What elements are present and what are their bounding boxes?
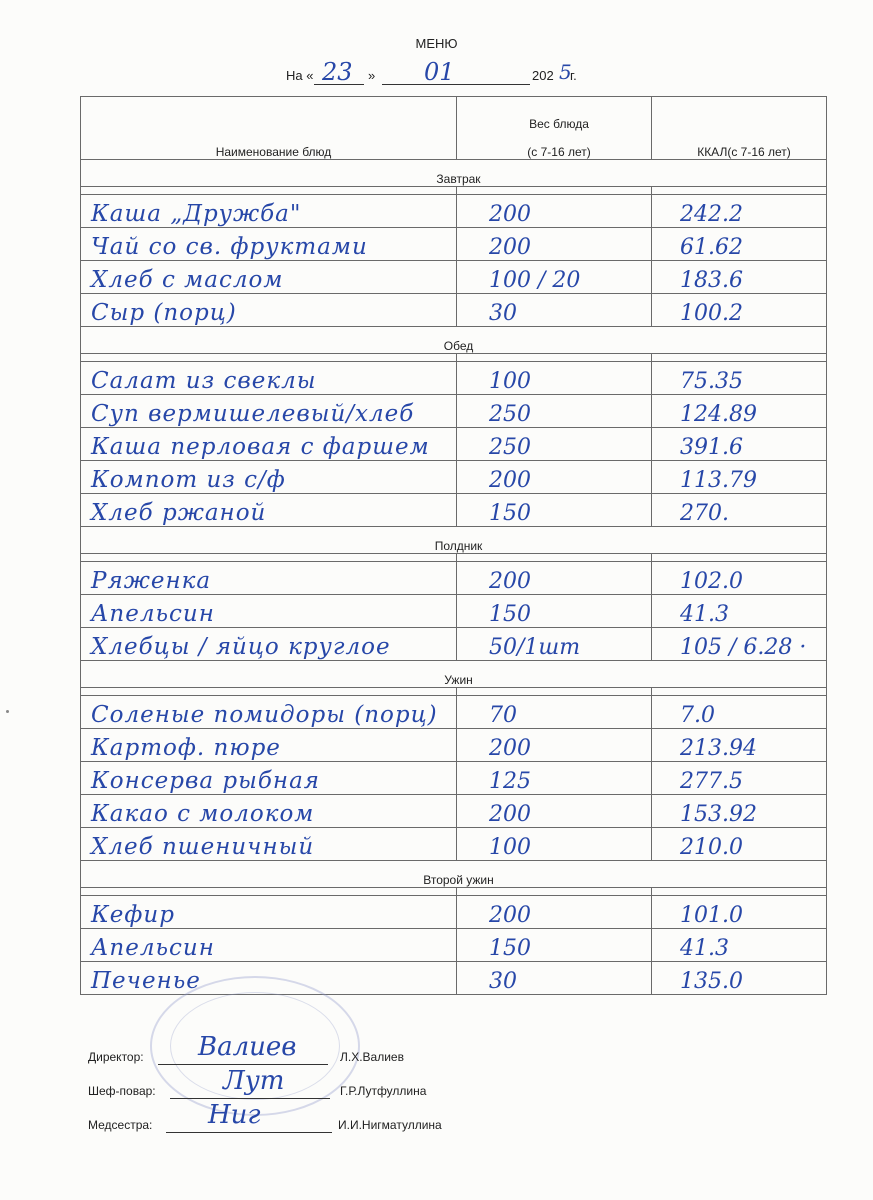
dish-kcal: 153.92 (680, 802, 757, 827)
menu-item-row (81, 762, 827, 795)
signature-row-chef (88, 1066, 508, 1102)
date-year-printed: 202 (532, 68, 554, 83)
dish-weight: 50/1шт (489, 635, 581, 660)
spacer-cell (81, 554, 457, 562)
dish-weight-cell (457, 362, 652, 395)
dish-weight-cell (457, 729, 652, 762)
date-year-hand: 5 (559, 60, 572, 84)
dish-kcal: 41.3 (680, 936, 729, 961)
dish-name-cell (81, 461, 457, 494)
dish-weight: 250 (489, 435, 531, 460)
dish-weight-cell (457, 896, 652, 929)
spacer-cell (652, 888, 827, 896)
section-spacer-row (81, 554, 827, 562)
chef-signature: Лут (223, 1066, 285, 1096)
dish-name: Суп вермишелевый/хлеб (91, 401, 415, 427)
menu-item-row (81, 795, 827, 828)
dish-kcal: 7.0 (680, 703, 715, 728)
dish-name-cell (81, 195, 457, 228)
date-prefix: На « (286, 68, 314, 83)
header-row (81, 97, 827, 160)
section-title: Ужин (81, 661, 827, 688)
dish-kcal: 183.6 (680, 268, 743, 293)
menu-item-row (81, 461, 827, 494)
dish-weight-cell (457, 461, 652, 494)
date-line (286, 58, 606, 88)
section-spacer-row (81, 688, 827, 696)
menu-item-row (81, 362, 827, 395)
dish-weight-cell (457, 294, 652, 327)
dish-name: Соленые помидоры (порц) (91, 702, 438, 728)
dish-name: Сыр (порц) (91, 300, 237, 326)
dish-kcal-cell (652, 762, 827, 795)
dish-weight-cell (457, 696, 652, 729)
dish-name: Какао с молоком (91, 801, 315, 827)
section-spacer-row (81, 888, 827, 896)
menu-item-row (81, 195, 827, 228)
dish-weight: 100 (489, 369, 531, 394)
dish-kcal-cell (652, 228, 827, 261)
dish-name-cell (81, 929, 457, 962)
header-weight (457, 97, 652, 160)
chef-role: Шеф-повар: (88, 1084, 156, 1098)
dish-name-cell (81, 494, 457, 527)
dish-name-cell (81, 762, 457, 795)
dish-name-cell (81, 362, 457, 395)
dish-name-cell (81, 428, 457, 461)
dish-name-cell (81, 228, 457, 261)
spacer-cell (81, 888, 457, 896)
director-name: Л.Х.Валиев (340, 1050, 404, 1064)
section-row (81, 861, 827, 888)
dish-name-cell (81, 628, 457, 661)
dish-weight: 70 (489, 703, 517, 728)
dish-name-cell (81, 595, 457, 628)
dish-kcal: 270. (680, 501, 729, 526)
menu-item-row (81, 929, 827, 962)
dish-kcal-cell (652, 696, 827, 729)
spacer-cell (81, 354, 457, 362)
dish-weight-cell (457, 261, 652, 294)
dish-weight-cell (457, 762, 652, 795)
chef-signature-line (170, 1098, 330, 1099)
dish-weight: 150 (489, 501, 531, 526)
date-month: 01 (424, 58, 455, 86)
date-mid: » (368, 68, 376, 83)
menu-item-row (81, 828, 827, 861)
dish-name: Хлеб ржаной (91, 500, 267, 526)
spacer-cell (652, 554, 827, 562)
dish-name: Консерва рыбная (91, 768, 321, 794)
dish-name: Хлеб пшеничный (91, 834, 315, 860)
nurse-signature-line (166, 1132, 332, 1133)
header-dish-name: Наименование блюд (81, 97, 457, 160)
section-title: Полдник (81, 527, 827, 554)
menu-table (80, 96, 827, 995)
dish-kcal: 105 / 6.28 · (680, 635, 807, 660)
date-day: 23 (322, 58, 353, 86)
dish-weight: 30 (489, 969, 517, 994)
dish-name-cell (81, 896, 457, 929)
dish-weight-cell (457, 962, 652, 995)
section-title: Обед (81, 327, 827, 354)
dish-kcal: 242.2 (680, 202, 743, 227)
dish-name: Картоф. пюре (91, 735, 281, 761)
menu-item-row (81, 896, 827, 929)
dish-weight: 150 (489, 602, 531, 627)
section-title: Завтрак (81, 160, 827, 187)
dish-weight-cell (457, 828, 652, 861)
dish-kcal-cell (652, 828, 827, 861)
dish-weight: 100 (489, 835, 531, 860)
scan-speck (6, 710, 9, 713)
menu-item-row (81, 228, 827, 261)
dish-weight-cell (457, 795, 652, 828)
header-weight-line2: (с 7-16 лет) (527, 145, 591, 159)
dish-kcal-cell (652, 395, 827, 428)
document-title: МЕНЮ (415, 36, 458, 51)
section-row (81, 527, 827, 554)
dish-kcal-cell (652, 795, 827, 828)
dish-name-cell (81, 696, 457, 729)
dish-name-cell (81, 795, 457, 828)
menu-item-row (81, 395, 827, 428)
dish-weight-cell (457, 395, 652, 428)
dish-kcal-cell (652, 962, 827, 995)
dish-name-cell (81, 294, 457, 327)
dish-weight: 200 (489, 569, 531, 594)
spacer-cell (652, 688, 827, 696)
date-month-underline (382, 66, 530, 85)
menu-item-row (81, 294, 827, 327)
director-role: Директор: (88, 1050, 144, 1064)
section-title: Второй ужин (81, 861, 827, 888)
dish-kcal: 391.6 (680, 435, 743, 460)
menu-item-row (81, 729, 827, 762)
menu-item-row (81, 261, 827, 294)
dish-name: Печенье (91, 968, 201, 994)
dish-weight: 125 (489, 769, 531, 794)
section-row (81, 661, 827, 688)
chef-name: Г.Р.Лутфуллина (340, 1084, 427, 1098)
dish-kcal: 41.3 (680, 602, 729, 627)
dish-name: Апельсин (91, 935, 215, 961)
dish-kcal-cell (652, 729, 827, 762)
dish-kcal-cell (652, 562, 827, 595)
menu-item-row (81, 628, 827, 661)
dish-weight: 200 (489, 903, 531, 928)
dish-kcal: 113.79 (680, 468, 757, 493)
dish-kcal-cell (652, 595, 827, 628)
dish-kcal-cell (652, 362, 827, 395)
spacer-cell (457, 354, 652, 362)
nurse-name: И.И.Нигматуллина (338, 1118, 442, 1132)
spacer-cell (81, 688, 457, 696)
dish-kcal: 75.35 (680, 369, 743, 394)
dish-kcal: 102.0 (680, 569, 743, 594)
menu-item-row (81, 428, 827, 461)
nurse-signature: Ниг (208, 1100, 261, 1130)
dish-name-cell (81, 828, 457, 861)
signature-row-nurse (88, 1100, 508, 1136)
dish-name-cell (81, 261, 457, 294)
dish-weight: 200 (489, 235, 531, 260)
dish-name: Хлебцы / яйцо круглое (91, 634, 391, 660)
menu-item-row (81, 562, 827, 595)
dish-name: Каша „Дружба" (91, 201, 302, 227)
dish-weight-cell (457, 428, 652, 461)
dish-weight-cell (457, 228, 652, 261)
dish-name: Ряженка (91, 568, 212, 594)
date-suffix: г. (570, 68, 577, 83)
dish-kcal-cell (652, 929, 827, 962)
section-row (81, 160, 827, 187)
dish-weight-cell (457, 929, 652, 962)
dish-name: Компот из с/ф (91, 467, 286, 493)
dish-weight: 100 / 20 (489, 268, 581, 293)
dish-weight: 30 (489, 301, 517, 326)
menu-body (81, 97, 827, 995)
dish-kcal: 213.94 (680, 736, 757, 761)
dish-weight-cell (457, 628, 652, 661)
spacer-cell (81, 187, 457, 195)
dish-weight-cell (457, 195, 652, 228)
section-row (81, 327, 827, 354)
section-spacer-row (81, 187, 827, 195)
spacer-cell (652, 354, 827, 362)
dish-kcal: 124.89 (680, 402, 757, 427)
dish-kcal: 135.0 (680, 969, 743, 994)
dish-name: Каша перловая с фаршем (91, 434, 430, 460)
dish-weight: 150 (489, 936, 531, 961)
dish-name-cell (81, 395, 457, 428)
dish-kcal-cell (652, 195, 827, 228)
dish-weight-cell (457, 494, 652, 527)
dish-weight: 200 (489, 802, 531, 827)
dish-kcal-cell (652, 428, 827, 461)
dish-kcal: 210.0 (680, 835, 743, 860)
spacer-cell (652, 187, 827, 195)
dish-name: Салат из свеклы (91, 368, 317, 394)
menu-item-row (81, 696, 827, 729)
dish-kcal: 100.2 (680, 301, 743, 326)
signature-row-director (88, 1032, 508, 1068)
dish-kcal-cell (652, 261, 827, 294)
header-weight-line1: Вес блюда (529, 117, 589, 131)
dish-weight-cell (457, 562, 652, 595)
dish-kcal-cell (652, 896, 827, 929)
spacer-cell (457, 554, 652, 562)
dish-kcal-cell (652, 461, 827, 494)
dish-name: Кефир (91, 902, 175, 928)
spacer-cell (457, 888, 652, 896)
header-kcal: ККАЛ(с 7-16 лет) (652, 97, 827, 160)
dish-kcal: 61.62 (680, 235, 743, 260)
dish-weight: 200 (489, 468, 531, 493)
dish-kcal: 277.5 (680, 769, 743, 794)
dish-kcal-cell (652, 628, 827, 661)
dish-weight: 250 (489, 402, 531, 427)
dish-kcal: 101.0 (680, 903, 743, 928)
dish-weight-cell (457, 595, 652, 628)
director-signature: Валиев (198, 1032, 297, 1062)
dish-name: Апельсин (91, 601, 215, 627)
menu-item-row (81, 595, 827, 628)
director-signature-line (158, 1064, 328, 1065)
nurse-role: Медсестра: (88, 1118, 153, 1132)
dish-name: Хлеб с маслом (91, 267, 284, 293)
dish-kcal-cell (652, 294, 827, 327)
dish-weight: 200 (489, 736, 531, 761)
spacer-cell (457, 688, 652, 696)
dish-kcal-cell (652, 494, 827, 527)
menu-item-row (81, 494, 827, 527)
dish-name-cell (81, 729, 457, 762)
dish-name: Чай со св. фруктами (91, 234, 368, 260)
dish-name-cell (81, 562, 457, 595)
spacer-cell (457, 187, 652, 195)
section-spacer-row (81, 354, 827, 362)
dish-weight: 200 (489, 202, 531, 227)
